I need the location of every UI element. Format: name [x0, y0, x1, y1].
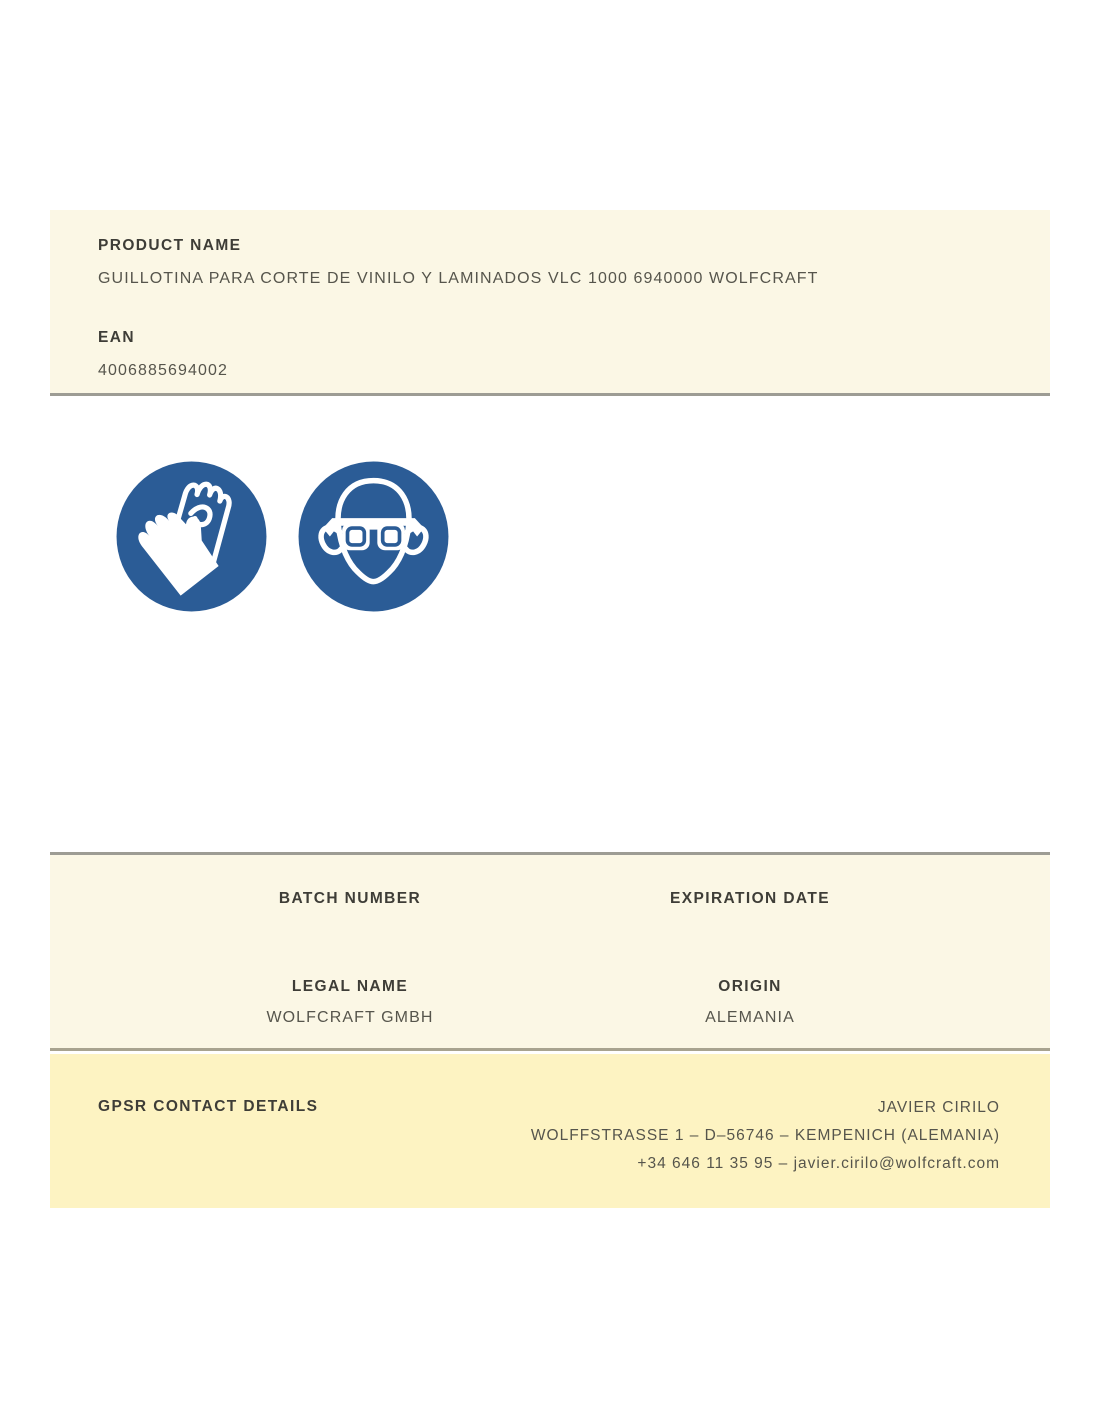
details-section: [50, 852, 1050, 1051]
batch-number-label: BATCH NUMBER: [278, 890, 422, 907]
legal-name-label: LEGAL NAME: [291, 978, 409, 995]
expiration-date-label: EXPIRATION DATE: [670, 890, 830, 907]
legal-origin-values-row: [150, 1007, 950, 1029]
product-section: [50, 210, 1050, 396]
batch-expiration-values-row: [150, 909, 950, 977]
origin-label: ORIGIN: [718, 978, 782, 995]
safety-icons-row: [115, 460, 450, 613]
wear-eye-protection-icon: [297, 460, 450, 613]
gpsr-contact-details-label: GPSR CONTACT DETAILS: [98, 1098, 319, 1115]
batch-expiration-labels-row: [150, 889, 950, 909]
wear-protective-gloves-icon: [115, 460, 268, 613]
ean-value: 4006885694002: [98, 362, 228, 379]
expiration-date-value: [550, 909, 950, 977]
gpsr-contact-name: JAVIER CIRILO: [877, 1099, 1000, 1116]
origin-value: ALEMANIA: [705, 1009, 795, 1026]
legal-name-value: WOLFCRAFT GMBH: [266, 1009, 434, 1026]
gpsr-contact-phone-email: +34 646 11 35 95 – javier.cirilo@wolfcraft.com: [637, 1155, 1000, 1172]
product-name-field: [98, 236, 1002, 290]
gpsr-contact-address: WOLFFSTRASSE 1 – D–56746 – KEMPENICH (ALEMANIA): [530, 1127, 1000, 1144]
ean-label: EAN: [98, 329, 135, 346]
legal-origin-labels-row: [150, 977, 950, 997]
product-name-label: PRODUCT NAME: [98, 237, 242, 254]
gpsr-contact-block: [531, 1097, 1000, 1174]
product-name-value: GUILLOTINA PARA CORTE DE VINILO Y LAMINADOS VLC 1000 6940000 WOLFCRAFT: [98, 270, 819, 287]
ean-field: [98, 328, 1002, 382]
gpsr-contact-section: [50, 1054, 1050, 1208]
batch-number-value: [150, 909, 550, 977]
